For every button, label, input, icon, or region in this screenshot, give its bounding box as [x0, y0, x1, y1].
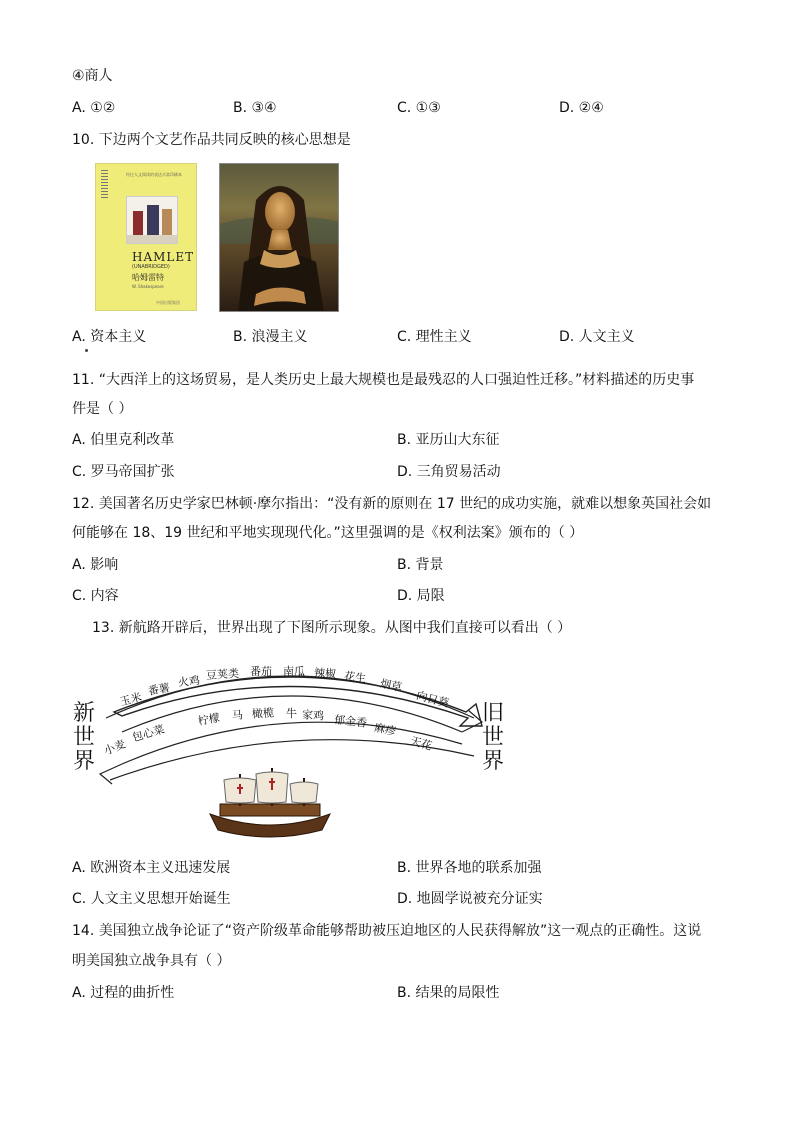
book-chinese-title: 哈姆雷特	[132, 273, 164, 282]
bottom-item-0: 小麦	[102, 737, 128, 758]
q11-option-c[interactable]: C. 罗马帝国扩张	[72, 464, 175, 480]
bottom-item-8: 麻疹	[373, 721, 398, 738]
q12-option-c[interactable]: C. 内容	[72, 588, 119, 604]
book-subtitle: (UNABRIDGED)	[132, 264, 170, 270]
q9-option-d[interactable]: D. ②④	[559, 100, 604, 116]
book-publisher: 中国出版集团	[156, 300, 180, 305]
top-item-5: 南瓜	[283, 665, 305, 678]
q14-stem-line-1: 14. 美国独立战争论证了“资产阶级革命能够帮助被压迫地区的人民获得解放”这一观点的正确性。这说	[72, 923, 702, 939]
q14-stem-line-2: 明美国独立战争具有（ ）	[72, 953, 231, 969]
book-spine-text-lines	[101, 170, 108, 200]
q9-item-4: ④商人	[72, 68, 113, 84]
book-top-text: 经过人文阅读的表达丰富印刷本	[126, 172, 182, 177]
mona-lisa-figure	[220, 164, 339, 312]
q12-stem-line-2: 何能够在 18、19 世纪和平地实现现代化。”这里强调的是《权利法案》颁布的（ ）	[72, 525, 584, 541]
hamlet-book-cover-image	[95, 163, 197, 311]
ship-icon	[210, 768, 330, 837]
top-item-3: 豆荚类	[205, 666, 240, 683]
q10-option-a[interactable]: A. 资本主义	[72, 329, 147, 345]
bottom-item-3: 马	[231, 708, 244, 723]
q9-option-b[interactable]: B. ③④	[233, 100, 277, 116]
q14-option-a[interactable]: A. 过程的曲折性	[72, 985, 175, 1001]
bottom-item-7: 郁金香	[333, 713, 368, 730]
top-item-9: 向日葵	[415, 688, 451, 711]
q11-option-d[interactable]: D. 三角贸易活动	[397, 464, 501, 480]
top-item-8: 烟草	[379, 677, 404, 694]
top-item-4: 番茄	[250, 665, 272, 678]
mona-lisa-painting-image	[219, 163, 339, 312]
q10-option-b[interactable]: B. 浪漫主义	[233, 329, 308, 345]
q10-option-c[interactable]: C. 理性主义	[397, 329, 472, 345]
q12-option-a[interactable]: A. 影响	[72, 557, 119, 573]
q13-option-a[interactable]: A. 欧洲资本主义迅速发展	[72, 860, 231, 876]
q13-stem: 13. 新航路开辟后，世界出现了下图所示现象。从图中我们直接可以看出（ ）	[92, 620, 572, 636]
top-item-2: 火鸡	[177, 673, 201, 690]
book-title: HAMLET	[132, 250, 195, 264]
book-illustration	[126, 196, 178, 244]
top-item-1: 番薯	[146, 681, 171, 698]
bottom-item-2: 柠檬	[196, 711, 221, 728]
q12-stem-line-1: 12. 美国著名历史学家巴林顿·摩尔指出：“没有新的原则在 17 世纪的成功实施，就难以想象英国社会如	[72, 496, 712, 512]
q10-option-d[interactable]: D. 人文主义	[559, 329, 635, 345]
q12-option-d[interactable]: D. 局限	[397, 588, 445, 604]
book-author: W. Shakespeare	[132, 284, 164, 289]
stray-dot-mark	[85, 349, 88, 352]
bottom-item-5: 牛	[286, 707, 297, 720]
q11-stem-line-2: 件是（ ）	[72, 401, 133, 417]
old-world-label: 旧 世 界	[482, 701, 505, 774]
bottom-item-1: 包心菜	[130, 722, 167, 745]
q13-option-b[interactable]: B. 世界各地的联系加强	[397, 860, 542, 876]
top-item-6: 辣椒	[313, 666, 337, 681]
q12-option-b[interactable]: B. 背景	[397, 557, 444, 573]
bottom-item-9: 天花	[408, 734, 434, 753]
q11-option-b[interactable]: B. 亚历山大东征	[397, 432, 500, 448]
q10-stem: 10. 下边两个文艺作品共同反映的核心思想是	[72, 132, 351, 148]
q14-option-b[interactable]: B. 结果的局限性	[397, 985, 500, 1001]
top-item-0: 玉米	[118, 690, 144, 709]
bottom-item-6: 家鸡	[301, 708, 325, 723]
q13-option-c[interactable]: C. 人文主义思想开始诞生	[72, 891, 231, 907]
top-item-7: 花生	[343, 669, 367, 686]
q11-option-a[interactable]: A. 伯里克利改革	[72, 432, 175, 448]
q9-option-a[interactable]: A. ①②	[72, 100, 116, 116]
q9-option-c[interactable]: C. ①③	[397, 100, 441, 116]
bottom-item-4: 橄榄	[251, 706, 275, 721]
new-world-label: 新 世 界	[73, 701, 96, 774]
q13-option-d[interactable]: D. 地圆学说被充分证实	[397, 891, 543, 907]
q11-stem-line-1: 11. “大西洋上的这场贸易，是人类历史上最大规模也是最残忍的人口强迫性迁移。”材料描述的历史事	[72, 372, 695, 388]
